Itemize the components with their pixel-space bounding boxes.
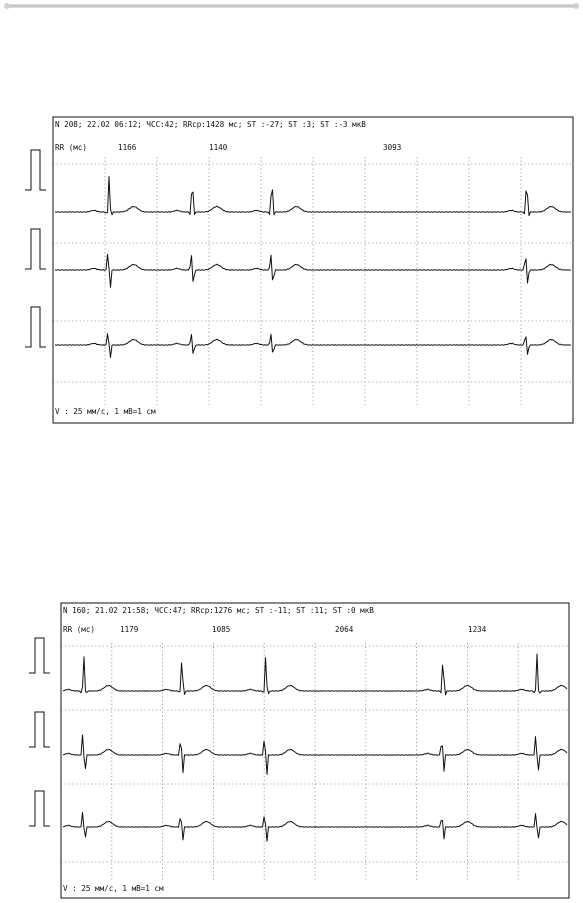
ecg-speed-footer: V : 25 мм/с, 1 мВ=1 см bbox=[63, 884, 164, 893]
ecg-strip-svg bbox=[0, 112, 578, 432]
calibration-pulse bbox=[29, 712, 50, 747]
rr-title: RR (мс) bbox=[55, 143, 88, 152]
ecg-trace-channel-3 bbox=[55, 334, 571, 358]
rr-title: RR (мс) bbox=[63, 625, 96, 634]
rr-interval-label: 1179 bbox=[120, 625, 139, 634]
ecg-grid bbox=[61, 643, 569, 880]
ecg-trace-channel-2 bbox=[55, 254, 571, 287]
rr-interval-label: 1234 bbox=[468, 625, 487, 634]
ecg-grid bbox=[53, 157, 573, 405]
rr-interval-label: 3093 bbox=[383, 143, 402, 152]
calibration-pulse bbox=[29, 638, 50, 673]
calibration-pulse bbox=[29, 791, 50, 826]
top-divider bbox=[6, 4, 577, 8]
ecg-recording-2 bbox=[0, 598, 578, 903]
rr-interval-label: 1085 bbox=[212, 625, 231, 634]
rr-interval-label: 2064 bbox=[335, 625, 354, 634]
ecg-speed-footer: V : 25 мм/с, 1 мВ=1 см bbox=[55, 407, 156, 416]
rr-interval-label: 1166 bbox=[118, 143, 137, 152]
calibration-pulse bbox=[25, 229, 46, 269]
ecg-header: N 160; 21.02 21:58; ЧСС:47; RRср:1276 мс; ST :-11; ST :11; ST :0 мкВ bbox=[63, 606, 374, 615]
calibration-pulse bbox=[25, 150, 46, 190]
rr-interval-label: 1140 bbox=[209, 143, 228, 152]
ecg-recording-1 bbox=[0, 112, 578, 432]
ecg-strip-svg bbox=[0, 598, 578, 903]
ecg-header: N 208; 22.02 06:12; ЧСС:42; RRср:1428 мс; ST :-27; ST :3; ST :-3 мкВ bbox=[55, 120, 366, 129]
calibration-pulse bbox=[25, 307, 46, 347]
